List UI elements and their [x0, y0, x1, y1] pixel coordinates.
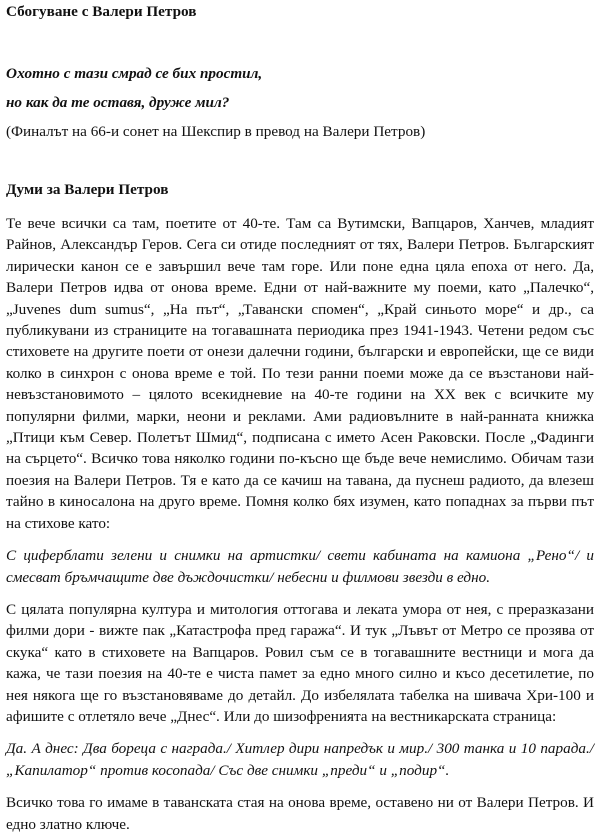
epigraph-source: (Финалът на 66-и сонет на Шекспир в превод на Валери Петров): [6, 123, 426, 140]
epigraph: [6, 64, 594, 142]
poem-quote: С циферблати зелени и снимки на артистки/ свети кабината на камиона „Рено“/ и смесват бръмчащите две дъждочистки/ небесни и филмови звезди в едно.: [6, 547, 594, 586]
paragraph: Те вече всички са там, поетите от 40-те. Там са Вутимски, Вапцаров, Ханчев, младият Райнов, Александър Геров. Сега си отиде последният от тях, Валери Петров. Българският лирически канон се е завършил вече там горе. Или поне една цяла епоха от него. Да, Валери Петров идва от онова време. Едни от най-важните му поеми, като „Палечко“, „Juvenes dum sumus“, „На път“, „Тавански спомен“, „Край синьото море“ и др., са публикувани из страниците на тогавашната периодика през 1941-1943. Четени редом със стиховете на другите поети от онези далечни години, български и европейски, ще се види колко в синхрон с онова време е той. По тези ранни поеми може да се възстанови най-невъзстановимото – цялото всекидневие на 40-те години на XX век с всичките му популярни филми, марки, неони и реклами. Ами радиовълните в най-ранната книжка „Птици към Север. Полетът Шмид“, подписана с името Асен Раковски. После „Фадинги на сърцето“. Всичко това няколко години по-късно ще бъде вече немислимо. Обичам тази поезия на Валери Петров. Тя е като да се качиш на тавана, да пуснеш радиото, да влезеш тайно в киносалона на друго време. Помня колко бях изумен, като попаднах за първи път на стихове като:: [6, 215, 594, 532]
epigraph-line: но как да те оставя, друже мил?: [6, 94, 230, 111]
article-body: [6, 213, 594, 835]
epigraph-line: Охотно с тази смрад се бих простил,: [6, 65, 263, 82]
section-title: Думи за Валери Петров: [6, 181, 169, 198]
document-title: Сбогуване с Валери Петров: [6, 3, 197, 20]
poem-quote: Да. А днес: Два бореца с награда./ Хитлер дири напредък и мир./ 300 танка и 10 парада./ „Капилатор“ против косопада/ Със две снимки „преди“ и „подир“.: [6, 740, 594, 779]
paragraph: С цялата популярна култура и митология оттогава и леката умора от нея, с преразказани филми дори - вижте пак „Катастрофа пред гаража“. И тук „Лъвът от Метро се прозява от скука“ като в стиховете на Вапцаров. Ровил съм се в тогавашните вестници и мога да кажа, че тази поезия на 40-те е чиста памет за едно много силно и късо десетилетие, по нея някога ще го възстановяваме до детайл. До избелялата табелка на шивача Хри-100 и афишите с отлетяло вече „Днес“. Или до шизофренията на вестникарската страница:: [6, 600, 594, 725]
paragraph: Всичко това го имаме в таванската стая на онова време, оставено ни от Валери Петров. И едно златно ключе.: [6, 794, 594, 833]
